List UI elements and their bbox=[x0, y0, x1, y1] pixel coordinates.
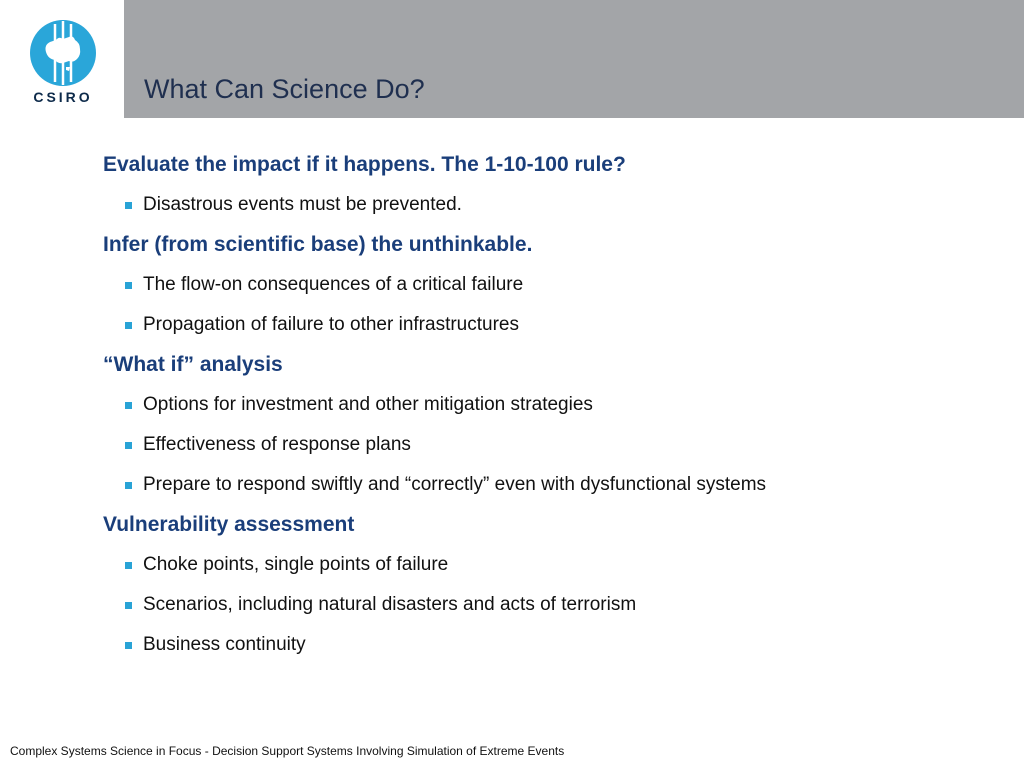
csiro-logo-icon bbox=[28, 18, 98, 88]
bullet-item bbox=[103, 270, 1003, 300]
footer-text: Complex Systems Science in Focus - Decision Support Systems Involving Simulation of Extreme Events bbox=[10, 744, 565, 758]
bullet-square-icon bbox=[125, 402, 132, 409]
bullet-square-icon bbox=[125, 642, 132, 649]
section-heading: “What if” analysis bbox=[103, 353, 283, 376]
bullet-item bbox=[103, 430, 1003, 460]
bullet-text: Effectiveness of response plans bbox=[143, 434, 411, 455]
logo-area bbox=[0, 0, 124, 118]
bullet-square-icon bbox=[125, 562, 132, 569]
bullet-text: The flow-on consequences of a critical failure bbox=[143, 274, 524, 295]
page-title: What Can Science Do? bbox=[144, 74, 425, 104]
logo-text: CSIRO bbox=[33, 89, 93, 105]
section-heading: Vulnerability assessment bbox=[103, 513, 355, 536]
bullet-text: Scenarios, including natural disasters and acts of terrorism bbox=[143, 594, 637, 615]
slide-content bbox=[103, 150, 1003, 670]
bullet-item bbox=[103, 470, 1003, 500]
bullet-text: Business continuity bbox=[143, 634, 306, 655]
bullet-square-icon bbox=[125, 442, 132, 449]
bullet-text: Choke points, single points of failure bbox=[143, 554, 449, 575]
bullet-item bbox=[103, 590, 1003, 620]
section-heading: Infer (from scientific base) the unthinkable. bbox=[103, 233, 533, 256]
bullet-text: Options for investment and other mitigation strategies bbox=[143, 394, 593, 415]
bullet-text: Propagation of failure to other infrastructures bbox=[143, 314, 519, 335]
section-heading: Evaluate the impact if it happens. The 1-10-100 rule? bbox=[103, 153, 626, 176]
bullet-square-icon bbox=[125, 322, 132, 329]
bullet-item bbox=[103, 190, 1003, 220]
title-bar bbox=[124, 0, 1024, 118]
bullet-item bbox=[103, 390, 1003, 420]
bullet-item bbox=[103, 550, 1003, 580]
bullet-square-icon bbox=[125, 482, 132, 489]
bullet-square-icon bbox=[125, 602, 132, 609]
bullet-text: Prepare to respond swiftly and “correctly” even with dysfunctional systems bbox=[143, 474, 767, 495]
bullet-item bbox=[103, 630, 1003, 660]
bullet-item bbox=[103, 310, 1003, 340]
bullet-square-icon bbox=[125, 282, 132, 289]
bullet-square-icon bbox=[125, 202, 132, 209]
bullet-text: Disastrous events must be prevented. bbox=[143, 194, 462, 215]
